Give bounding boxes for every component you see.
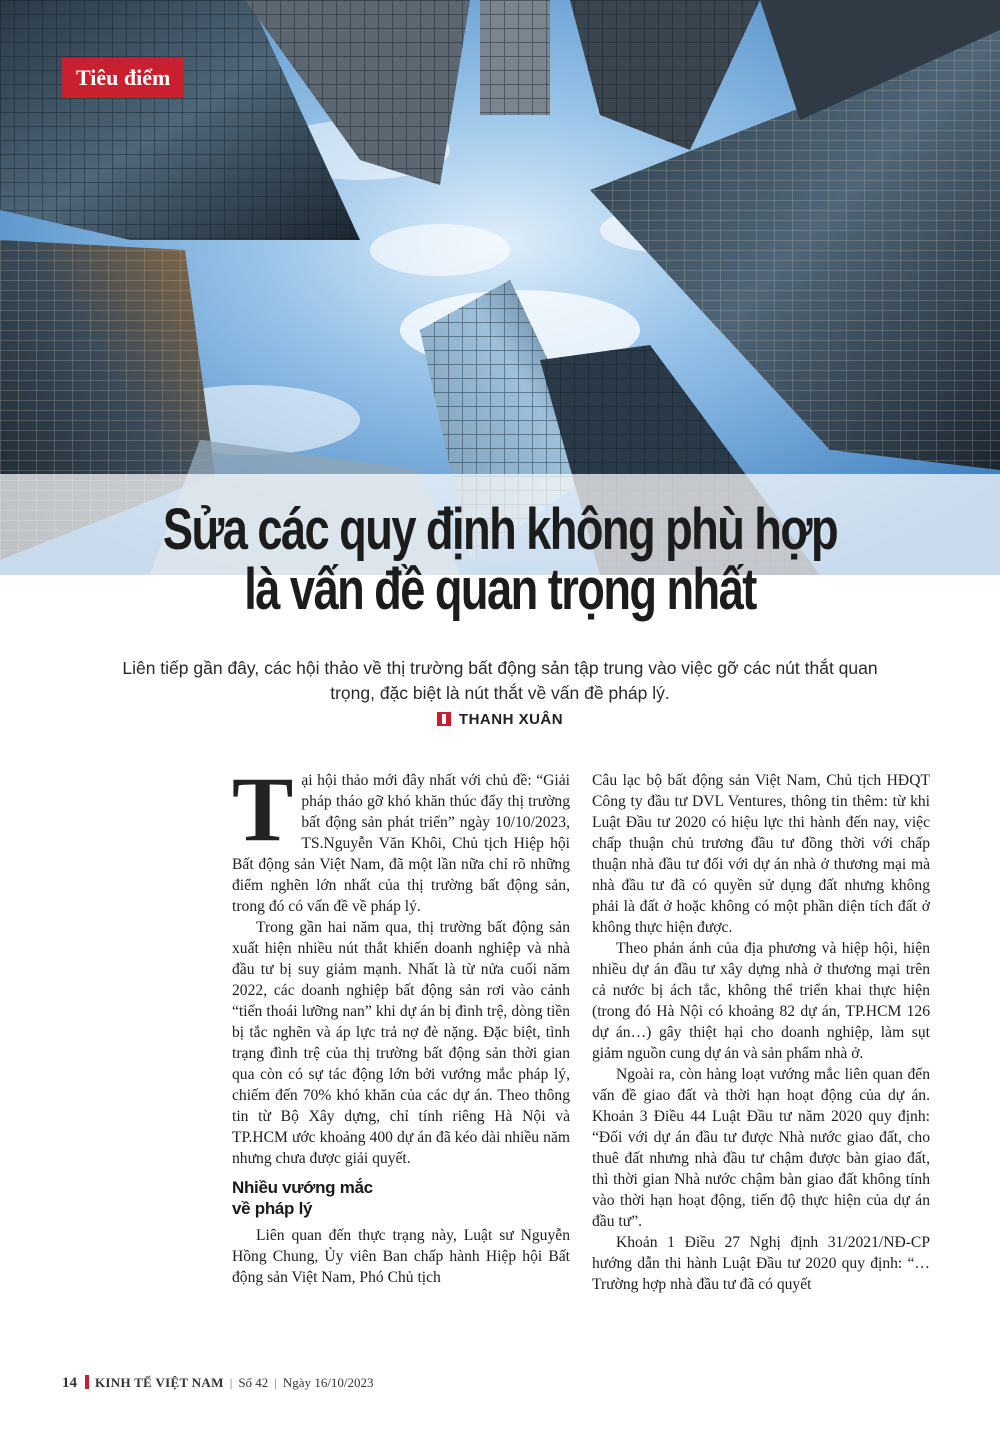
paragraph: Theo phản ánh của địa phương và hiệp hội, hiện nhiều dự án đầu tư xây dựng nhà ở thương mại trên cả nước bị ách tắc, không thể triển khai thực hiện (trong đó Hà Nội có khoảng 82 dự án, TP.HCM 126 dự án…) gây thiệt hại cho doanh nghiệp, làm sụt giảm nguồn cung dự án và sản phẩm nhà ở. bbox=[592, 940, 930, 1062]
paragraph: Ngoài ra, còn hàng loạt vướng mắc liên quan đến vấn đề giao đất và thời hạn hoạt động của dự án. Khoản 3 Điều 44 Luật Đầu tư năm 2020 quy định: “Đối với dự án đầu tư được Nhà nước giao đất, cho thuê đất nhưng nhà đầu tư chậm được bàn giao đất, thì thời gian Nhà nước chậm bàn giao đất không tính vào thời hạn hoạt động, tiến độ thực hiện của dự án đầu tư”. bbox=[592, 1066, 930, 1230]
publication-name: KINH TẾ VIỆT NAM bbox=[95, 1375, 224, 1390]
article-headline bbox=[110, 497, 890, 622]
subheading-line-1: Nhiều vướng mắc bbox=[232, 1178, 373, 1197]
issue-date: Ngày 16/10/2023 bbox=[282, 1375, 374, 1390]
subheading-line-2: về pháp lý bbox=[232, 1199, 313, 1218]
footer-separator: | bbox=[229, 1375, 233, 1390]
paragraph: Liên quan đến thực trạng này, Luật sư Nguyễn Hồng Chung, Ủy viên Ban chấp hành Hiệp hội Bất động sản Việt Nam, Phó Chủ tịch bbox=[232, 1227, 570, 1286]
footer-separator: | bbox=[274, 1375, 277, 1390]
article-sapo: Liên tiếp gần đây, các hội thảo về thị trường bất động sản tập trung vào việc gỡ các nút thắt quan trọng, đặc biệt là nút thắt về vấn đề pháp lý. bbox=[122, 658, 878, 703]
section-tag: Tiêu điểm bbox=[62, 58, 184, 98]
paragraph: Khoản 1 Điều 27 Nghị định 31/2021/NĐ-CP hướng dẫn thi hành Luật Đầu tư 2020 quy định: “…Trường hợp nhà đầu tư đã có quyết bbox=[592, 1234, 930, 1293]
body-column-right bbox=[592, 770, 930, 1295]
paragraph-text: ại hội thảo mới đây nhất với chủ đề: “Giải pháp tháo gỡ khó khăn thúc đẩy thị trường bất động sản phát triển” ngày 10/10/2023, TS.Nguyễn Văn Khôi, Chủ tịch Hiệp hội Bất động sản Việt Nam, đã một lần nữa chỉ rõ những điểm nghẽn lớn nhất của thị trường bất động sản, trong đó có vấn đề về pháp lý. bbox=[232, 772, 570, 915]
pen-icon bbox=[437, 712, 451, 726]
author-name: THANH XUÂN bbox=[458, 711, 564, 728]
footer-accent-bar bbox=[85, 1375, 89, 1389]
paragraph bbox=[232, 758, 570, 917]
byline bbox=[0, 711, 1000, 728]
paragraph: Trong gần hai năm qua, thị trường bất động sản xuất hiện nhiều nút thắt khiến doanh nghiệp và nhà đầu tư bị suy giảm mạnh. Nhất là từ nửa cuối năm 2022, các doanh nghiệp bất động sản rơi vào cảnh “tiến thoái lưỡng nan” khi dự án bị đình trệ, dòng tiền bị tắc nghẽn và áp lực trả nợ đè nặng. Đặc biệt, tình trạng đình trệ của thị trường bất động sản thời gian qua còn có sự tác động lớn bởi vướng mắc pháp lý, chiếm đến 70% khó khăn của các dự án. Theo thông tin từ Bộ Xây dựng, chỉ tính riêng Hà Nội và TP.HCM ước khoảng 400 dự án đã kéo dài nhiều năm nhưng chưa được giải quyết. bbox=[232, 919, 570, 1167]
body-column-left bbox=[232, 758, 570, 1288]
headline-line-1: Sửa các quy định không phù hợp bbox=[162, 497, 838, 562]
page-footer bbox=[62, 1372, 374, 1394]
paragraph: Câu lạc bộ bất động sản Việt Nam, Chủ tịch HĐQT Công ty đầu tư DVL Ventures, thông tin thêm: từ khi Luật Đầu tư 2020 có hiệu lực thi hành đến nay, việc chấp thuận chủ trương đầu tư đồng thời với chấp thuận nhà đầu tư đối với dự án nhà ở thương mại mà nhà đầu tư đã có quyền sử dụng đất nhưng không phải là đất ở hoặc không có một phần diện tích đất ở không thực hiện được. bbox=[592, 772, 930, 936]
headline-line-2: là vấn đề quan trọng nhất bbox=[244, 557, 756, 622]
subheading bbox=[232, 1177, 570, 1219]
drop-cap: T bbox=[232, 758, 294, 860]
page-number: 14 bbox=[62, 1375, 77, 1391]
issue-number: Số 42 bbox=[238, 1375, 269, 1390]
